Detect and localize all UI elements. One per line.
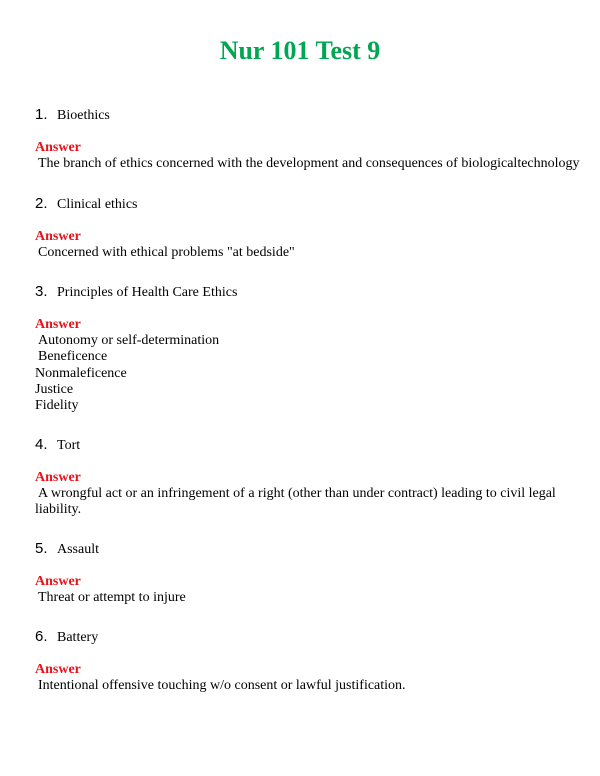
answer-line: Autonomy or self-determination bbox=[38, 333, 220, 348]
question-term: Clinical ethics bbox=[57, 197, 138, 212]
answer-label: Answer bbox=[35, 317, 81, 332]
question-4 bbox=[35, 436, 580, 519]
document-title: Nur 101 Test 9 bbox=[219, 36, 381, 65]
question-number: 3. bbox=[35, 283, 48, 300]
question-term: Tort bbox=[57, 438, 81, 453]
question-header bbox=[35, 106, 580, 124]
answer-label: Answer bbox=[35, 574, 81, 589]
question-3 bbox=[35, 283, 580, 414]
question-term: Bioethics bbox=[57, 108, 110, 123]
question-number: 1. bbox=[35, 106, 48, 123]
answer-text bbox=[35, 486, 580, 519]
answer-label: Answer bbox=[35, 140, 81, 155]
answer-line: Nonmaleficence bbox=[35, 365, 127, 381]
answer-label: Answer bbox=[35, 662, 81, 677]
question-term: Assault bbox=[57, 542, 99, 557]
answer-line: Fidelity bbox=[35, 398, 79, 414]
question-header bbox=[35, 436, 580, 454]
answer-line: Threat or attempt to injure bbox=[38, 590, 186, 605]
answer-line: Concerned with ethical problems "at bedside" bbox=[38, 245, 295, 260]
answer-text bbox=[35, 678, 580, 694]
question-term: Battery bbox=[57, 630, 99, 645]
answer-line: The branch of ethics concerned with the development and consequences of biologicaltechnology bbox=[38, 156, 580, 171]
answer-line: Intentional offensive touching w/o consent or lawful justification. bbox=[38, 678, 406, 693]
question-1 bbox=[35, 106, 580, 172]
question-2 bbox=[35, 195, 580, 261]
question-number: 4. bbox=[35, 436, 48, 453]
question-5 bbox=[35, 540, 580, 606]
question-number: 5. bbox=[35, 540, 48, 557]
answer-text bbox=[35, 156, 580, 172]
question-header bbox=[35, 628, 580, 646]
answer-text bbox=[35, 590, 580, 606]
answer-text bbox=[35, 333, 580, 414]
question-6 bbox=[35, 628, 580, 694]
answer-line: Justice bbox=[35, 381, 74, 397]
answer-label: Answer bbox=[35, 470, 81, 485]
question-term: Principles of Health Care Ethics bbox=[57, 285, 238, 300]
answer-label: Answer bbox=[35, 229, 81, 244]
question-header bbox=[35, 540, 580, 558]
question-header bbox=[35, 195, 580, 213]
question-number: 2. bbox=[35, 195, 48, 212]
answer-line: liability. bbox=[35, 502, 82, 518]
answer-text bbox=[35, 245, 580, 261]
question-number: 6. bbox=[35, 628, 48, 645]
question-header bbox=[35, 283, 580, 301]
answer-line: A wrongful act or an infringement of a right (other than under contract) leading to civil legal bbox=[38, 486, 556, 501]
answer-line: Beneficence bbox=[38, 349, 108, 365]
